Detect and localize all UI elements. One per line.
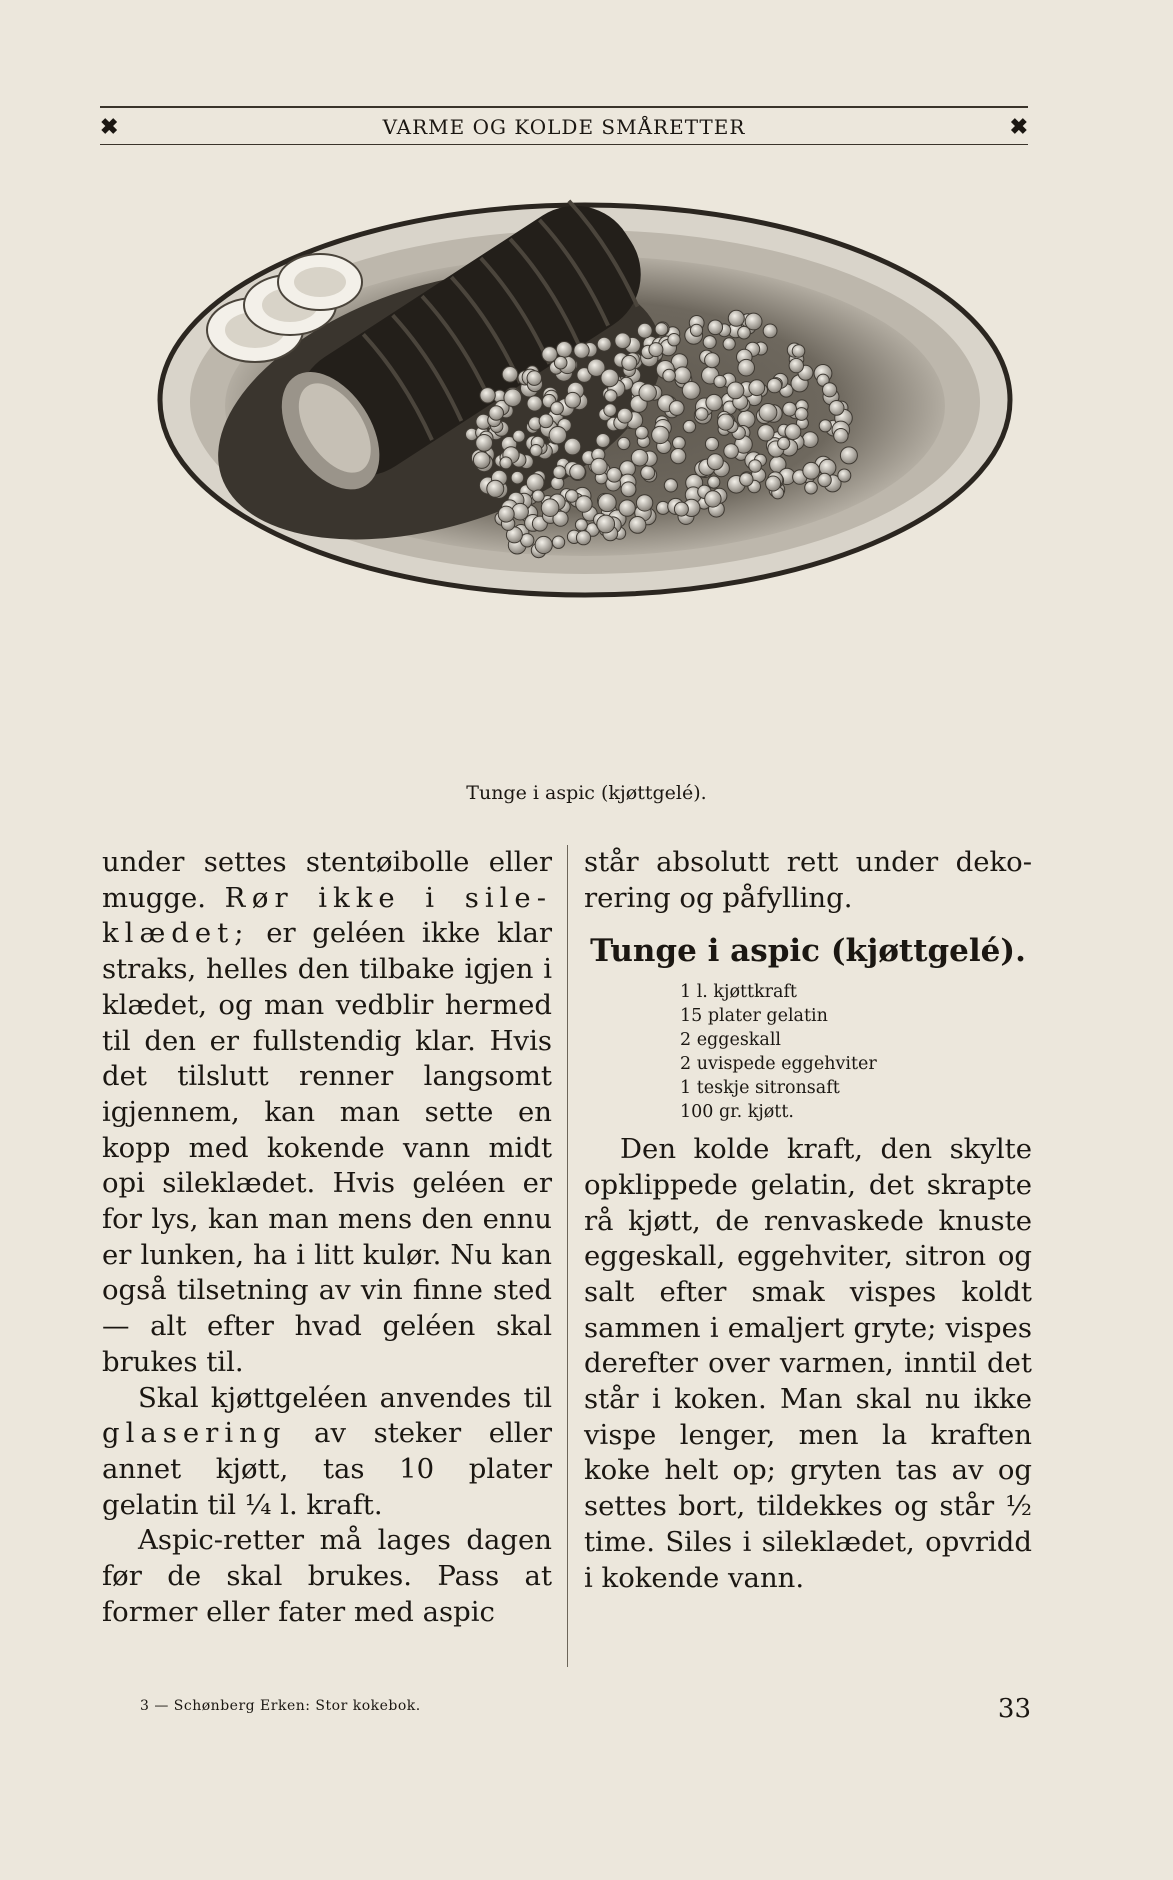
running-title: VARME OG KOLDE SMÅRETTER [382,115,746,139]
pea [604,404,617,417]
pea [795,408,808,421]
pea [498,506,514,522]
pea [511,471,524,484]
pea [575,519,587,531]
pea [669,401,684,416]
pea [539,414,553,428]
pea [718,414,734,430]
pea [621,482,636,497]
pea [840,447,857,464]
pea [727,382,744,399]
text-run: av steker eller annet kjøtt, tas 10 plater gelatin til ¼ l. kraft. [102,1417,552,1521]
paragraph: står absolutt rett under dekorering og påfylling. [584,846,1032,914]
pea [783,402,797,416]
pea [818,473,831,486]
pea [541,499,559,517]
pea [682,382,700,400]
text-line: under settes stentøibolle eller [102,846,552,878]
pea [759,404,777,422]
pea [805,481,818,494]
right-column [584,845,1032,1596]
ingredient-item: 1 teskje sitronsaft [680,1078,840,1099]
pea [778,437,790,449]
page-number: 33 [997,1694,1031,1724]
emphasis-text: glasering [102,1417,287,1450]
pea [618,437,630,449]
pea [695,408,708,421]
pea [500,457,512,469]
pea [635,426,648,439]
pea [631,449,648,466]
pea [674,502,688,516]
pea [683,420,695,432]
pea [530,445,542,457]
pea [652,426,669,443]
ingredient-item: 2 uvispede eggehviter [680,1054,877,1075]
text-run: straks, helles den tilbake igjen i klædet, og man vedblir hermed til den er fullstendig klar. Hvis det tilslutt renner langsomt igjennem, kan man sette en kopp med kokende vann midt opi sileklædet. Hvis geléen er for lys, kan man mens den ennu er lunken, ha i litt kulør. Nu kan også tilsetning av vin finne sted — alt efter hvad geléen skal brukes til. [102,953,552,1378]
pea [834,429,848,443]
ornament-icon: ✖ [1009,114,1028,140]
pea [673,437,686,450]
pea [745,313,762,330]
pea [706,394,722,410]
footer-signature: 3 — Schønberg Erken: Stor kokebok. [140,1698,421,1714]
left-column [102,845,552,1630]
pea [749,380,765,396]
pea [705,437,718,450]
ingredient-item: 100 gr. kjøtt. [680,1102,794,1123]
pea [549,427,566,444]
pea [489,406,504,421]
pea [728,310,744,326]
pea [738,359,755,376]
pea [641,466,655,480]
ingredient-item: 15 plater gelatin [680,1006,828,1027]
pea [576,531,590,545]
pea [703,336,716,349]
pea [504,389,522,407]
pea [707,454,723,470]
pea [598,494,616,512]
pea [570,464,586,480]
pea [668,334,680,346]
pea [723,338,735,350]
pea [597,515,615,533]
text-run: mugge. [102,881,225,914]
pea [766,476,781,491]
pea [671,449,686,464]
pea [663,369,676,382]
pea [708,476,720,488]
pea [708,320,723,335]
pea [605,390,617,402]
recipe-title: Tunge i aspic (kjøttgelé). [590,933,1026,970]
pea [526,474,544,492]
pea [480,388,495,403]
pea [619,500,635,516]
pea [556,342,572,358]
pea [502,367,518,383]
pea [789,358,803,372]
pea [487,480,504,497]
pea [763,324,777,338]
pea [819,420,831,432]
pea [767,378,781,392]
pea [690,324,702,336]
pea [705,353,720,368]
pea [655,323,668,336]
pea [838,469,851,482]
ornament-icon: ✖ [100,114,119,140]
pea [738,411,755,428]
pea [527,371,542,386]
pea [664,479,677,492]
pea [637,323,652,338]
emphasis-text: Rør ikke i sile- [224,881,552,914]
text-run: Skal kjøttgeléen anvendes til [138,1381,552,1414]
pea [792,345,805,358]
pea [574,343,589,358]
pea [829,401,844,416]
pea [476,435,493,452]
pea [597,337,611,351]
paragraph [102,1381,552,1524]
pea [649,343,663,357]
pea [636,495,652,511]
pea [532,490,544,502]
pea [513,430,525,442]
pea [823,383,837,397]
pea [629,517,646,534]
paragraph: Aspic-retter må lages dagen før de skal brukes. Pass at former eller fater med aspic [102,1524,552,1628]
pea [551,402,564,415]
pea [617,408,632,423]
pea [803,462,820,479]
pea [596,434,610,448]
pea [802,432,818,448]
text-run: er geléen ikke klar [249,917,552,950]
pea [622,355,637,370]
paragraph: Den kolde kraft, den skylte opklippede gelatin, det skrapte rå kjøtt, de renvaskede knuste eggeskall, eggehviter, sitron og salt efter smak vispes koldt sammen i emaljert gryte; vispes derefter over varmen, inntil det står i koken. Man skal nu ikke vispe lenger, men la kraften koke helt op; gryten tas av og settes bort, tildekkes og står ½ time. Siles i sileklædet, opvridd i kokende vann. [584,1133,1032,1594]
pea [749,460,762,473]
paragraph [102,845,552,1381]
pea [639,384,656,401]
pea [601,369,619,387]
pea [714,375,726,387]
pea [553,466,566,479]
pea [542,347,557,362]
pea [591,458,607,474]
pea [705,491,721,507]
ingredient-item: 2 eggeskall [680,1030,782,1051]
emphasis-text: klædet; [102,917,250,950]
pea [527,396,542,411]
pea [724,444,739,459]
pea [674,367,691,384]
photo-caption: Tunge i aspic (kjøttgelé). [466,782,707,804]
pea [535,536,552,553]
pea [785,424,801,440]
pea [615,333,631,349]
pea [565,392,581,408]
pea [607,468,622,483]
ingredient-list [680,980,1032,1124]
column-rule [567,845,568,1667]
pea [758,425,774,441]
ingredient-item: 1 l. kjøttkraft [680,982,797,1003]
pea [564,438,581,455]
pea [576,496,592,512]
running-header [100,106,1028,145]
pea [552,536,564,548]
dish-photograph [140,170,1030,770]
pea [740,473,753,486]
pea [473,452,490,469]
